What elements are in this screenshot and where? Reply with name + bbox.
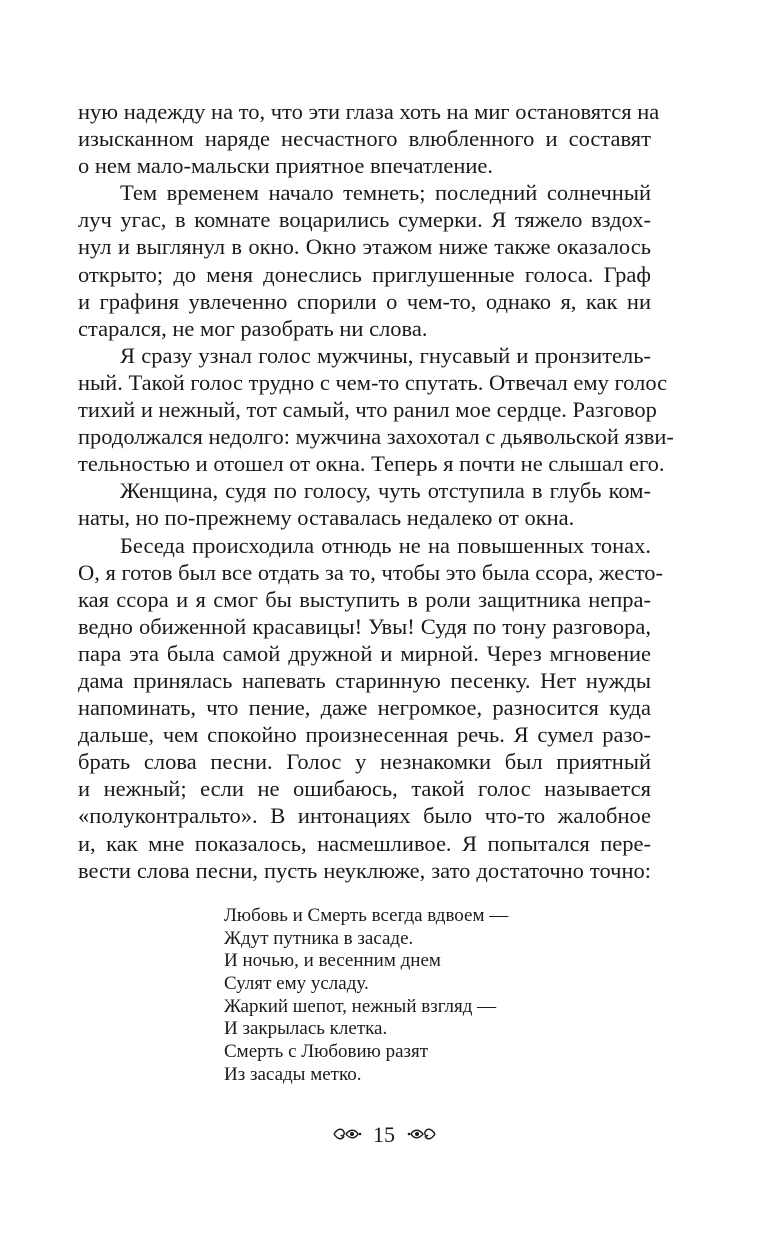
verse-line: И ночью, и весенним днем	[224, 950, 441, 972]
text-line: наты, но по-прежнему оставалась недалеко от окна.	[78, 505, 575, 531]
text-line: дама принялась напевать старинную песенку. Нет нужды	[78, 667, 651, 693]
text-line: продолжался недолго: мужчина захохотал с дьявольской язви-	[78, 424, 674, 450]
text-line: ный. Такой голос трудно с чем-то спутать. Отвечал ему голос	[78, 369, 668, 395]
flourish-ornament-icon	[332, 1120, 362, 1150]
text-line: о нем мало-мальски приятное впечатление.	[78, 153, 494, 179]
paragraph-first-line: Женщина, судя по голосу, чуть отступила в глубь ком-	[120, 478, 651, 504]
text-line: «полуконтральто». В интонациях было что-то жалобное	[78, 803, 651, 829]
verse-line: Любовь и Смерть всегда вдвоем —	[224, 905, 509, 926]
verse-line: Сулят ему усладу.	[224, 973, 369, 995]
text-line: луч угас, в комнате воцарились сумерки. Я тяжело вздох-	[78, 207, 651, 233]
text-line: открыто; до меня донеслись приглушенные голоса. Граф	[78, 261, 651, 287]
text-line: и графиня увлеченно спорили о чем-то, однако я, как ни	[78, 288, 651, 314]
prose-text-block	[78, 98, 674, 884]
text-line: ную надежду на то, что эти глаза хоть на миг остановятся на	[78, 99, 660, 124]
text-line: пара эта была самой дружной и мирной. Через мгновение	[78, 640, 651, 666]
text-line: и, как мне показалось, насмешливое. Я попытался пере-	[78, 830, 651, 856]
verse-line: Жаркий шепот, нежный взгляд —	[224, 995, 497, 1017]
text-line: тихий и нежный, тот самый, что ранил мое сердце. Разговор	[78, 397, 657, 423]
text-line: кая ссора и я смог бы выступить в роли защитника непра-	[78, 586, 651, 612]
flourish-ornament-icon	[407, 1120, 437, 1150]
text-line: ведно обиженной красавицы! Увы! Судя по тону разговора,	[78, 613, 651, 639]
page-number: 15	[373, 1121, 395, 1147]
verse-line: Из засады метко.	[224, 1063, 362, 1085]
verse-line: Ждут путника в засаде.	[224, 927, 414, 949]
text-line: изысканном наряде несчастного влюбленного и составят	[78, 126, 651, 152]
text-line: и нежный; если не ошибаюсь, такой голос называется	[78, 776, 651, 802]
text-line: брать слова песни. Голос у незнакомки был приятный	[78, 749, 651, 775]
text-line: напоминать, что пение, даже негромкое, разносится куда	[78, 695, 651, 721]
text-line: О, я готов был все отдать за то, чтобы это была ссора, жесто-	[78, 559, 664, 585]
text-line: дальше, чем спокойно произнесенная речь. Я сумел разо-	[78, 722, 651, 748]
paragraph-first-line: Беседа происходила отнюдь не на повышенных тонах.	[120, 532, 651, 558]
verse-line: И закрылась клетка.	[224, 1018, 388, 1040]
paragraph-first-line: Тем временем начало темнеть; последний солнечный	[120, 180, 651, 206]
paragraph-first-line: Я сразу узнал голос мужчины, гнусавый и пронзитель-	[120, 342, 651, 368]
text-line: тельностью и отошел от окна. Теперь я почти не слышал его.	[78, 451, 665, 477]
poem-verse-block	[224, 905, 644, 1087]
text-line: старался, не мог разобрать ни слова.	[78, 315, 428, 341]
verse-line: Смерть с Любовию разят	[224, 1041, 429, 1063]
text-line: вести слова песни, пусть неуклюже, зато достаточно точно:	[78, 857, 651, 883]
text-line: нул и выглянул в окно. Окно этажом ниже также оказалось	[78, 234, 651, 260]
page-number-footer	[0, 1118, 768, 1150]
